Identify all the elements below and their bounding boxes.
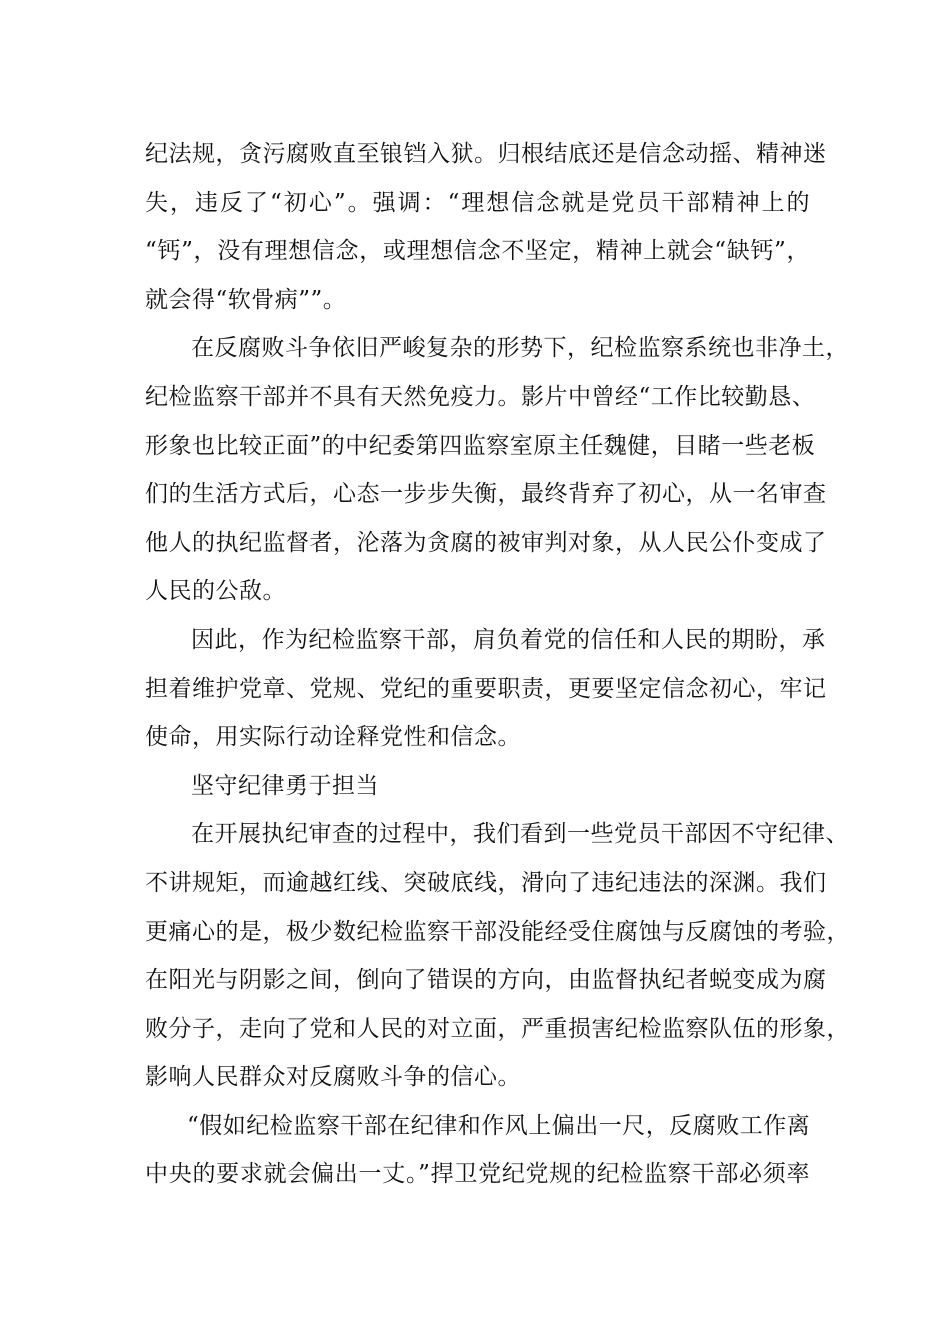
- text-line: 他人的执纪监督者，沦落为贪腐的被审判对象，从人民公仆变成了: [145, 529, 827, 556]
- text-line: 更痛心的是，极少数纪检监察干部没能经受住腐蚀与反腐蚀的考验，: [145, 918, 850, 945]
- text-line: 纪检监察干部并不具有天然免疫力。影片中曾经“工作比较勤恳、: [145, 383, 816, 410]
- text-line: 形象也比较正面”的中纪委第四监察室原主任魏健，目睹一些老板: [145, 432, 816, 459]
- paragraph-start-line: “假如纪检监察干部在纪律和作风上偏出一尺，反腐败工作离: [187, 1112, 811, 1139]
- text-line: 就会得“软骨病””。: [145, 286, 347, 313]
- paragraph-start-line: 因此，作为纪检监察干部，肩负着党的信任和人民的期盼，承: [191, 626, 826, 653]
- text-line: “钙”，没有理想信念，或理想信念不坚定，精神上就会“缺钙”，: [145, 238, 810, 265]
- text-line: 中央的要求就会偏出一丈。”捍卫党纪党规的纪检监察干部必须率: [145, 1161, 810, 1188]
- text-line: 使命，用实际行动诠释党性和信念。: [145, 724, 521, 751]
- text-line: 们的生活方式后，心态一步步失衡，最终背弃了初心，从一名审查: [145, 481, 827, 508]
- text-line: 纪法规，贪污腐败直至锒铛入狱。归根结底还是信念动摇、精神迷: [145, 141, 827, 167]
- text-line: 人民的公敌。: [145, 578, 286, 605]
- text-line: 担着维护党章、党规、党纪的重要职责，更要坚定信念初心，牢记: [145, 675, 827, 702]
- paragraph-start-line: 在开展执纪审查的过程中，我们看到一些党员干部因不守纪律、: [191, 821, 849, 848]
- text-line: 败分子，走向了党和人民的对立面，严重损害纪检监察队伍的形象，: [145, 1015, 850, 1042]
- paragraph-start-line: 在反腐败斗争依旧严峻复杂的形势下，纪检监察系统也非净土，: [191, 335, 849, 362]
- text-line: 在阳光与阴影之间，倒向了错误的方向，由监督执纪者蜕变成为腐: [145, 967, 827, 994]
- text-line: 不讲规矩，而逾越红线、突破底线，滑向了违纪违法的深渊。我们: [145, 869, 827, 896]
- document-body: [145, 130, 850, 1199]
- text-line: 影响人民群众对反腐败斗争的信心。: [145, 1064, 521, 1091]
- text-line: 失，违反了“初心”。强调：“理想信念就是党员干部精神上的: [145, 189, 810, 216]
- section-heading: 坚守纪律勇于担当: [191, 772, 379, 799]
